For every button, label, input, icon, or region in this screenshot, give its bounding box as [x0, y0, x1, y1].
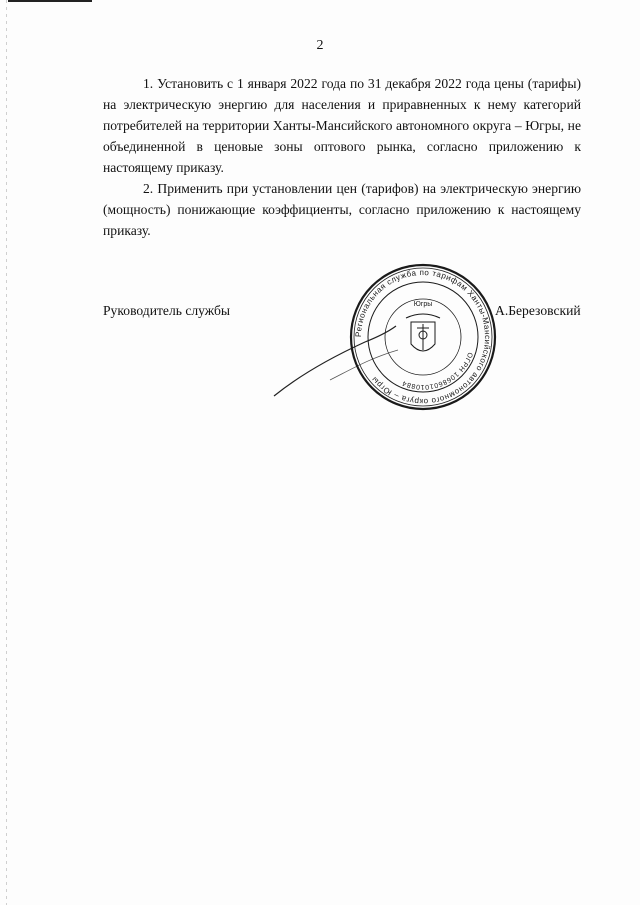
seal-ogrn: ОГРН 1068601010884: [401, 351, 474, 391]
seal-inner-text: Югры: [413, 301, 433, 308]
coat-of-arms-icon: [406, 314, 440, 351]
seal-outer-text: Региональная служба по тарифам Ханты-Мансийского автономного округа – Югры: [353, 267, 493, 407]
scan-edge: [6, 0, 7, 905]
signer-name: А.Березовский: [495, 303, 581, 318]
page-number: 2: [316, 38, 324, 53]
paragraph-2: 2. Применить при установлении цен (тарифов) на электрическую энергию (мощность) понижающие коэффициенты, согласно приложению к настоящему приказу.: [103, 181, 581, 238]
signer-title: Руководитель службы: [103, 303, 231, 318]
paragraph-1: 1. Установить с 1 января 2022 года по 31 декабря 2022 года цены (тарифы) на электрическую энергию для населения и приравненных к нему категорий потребителей на территории Ханты-Мансийского автономного округа – Югры, не объединенной в ценовые зоны оптового рынка, согласно приложению к настоящему приказу.: [103, 76, 581, 175]
top-rule: [8, 0, 92, 2]
order-text: [103, 73, 581, 241]
official-seal-icon: [348, 262, 498, 412]
